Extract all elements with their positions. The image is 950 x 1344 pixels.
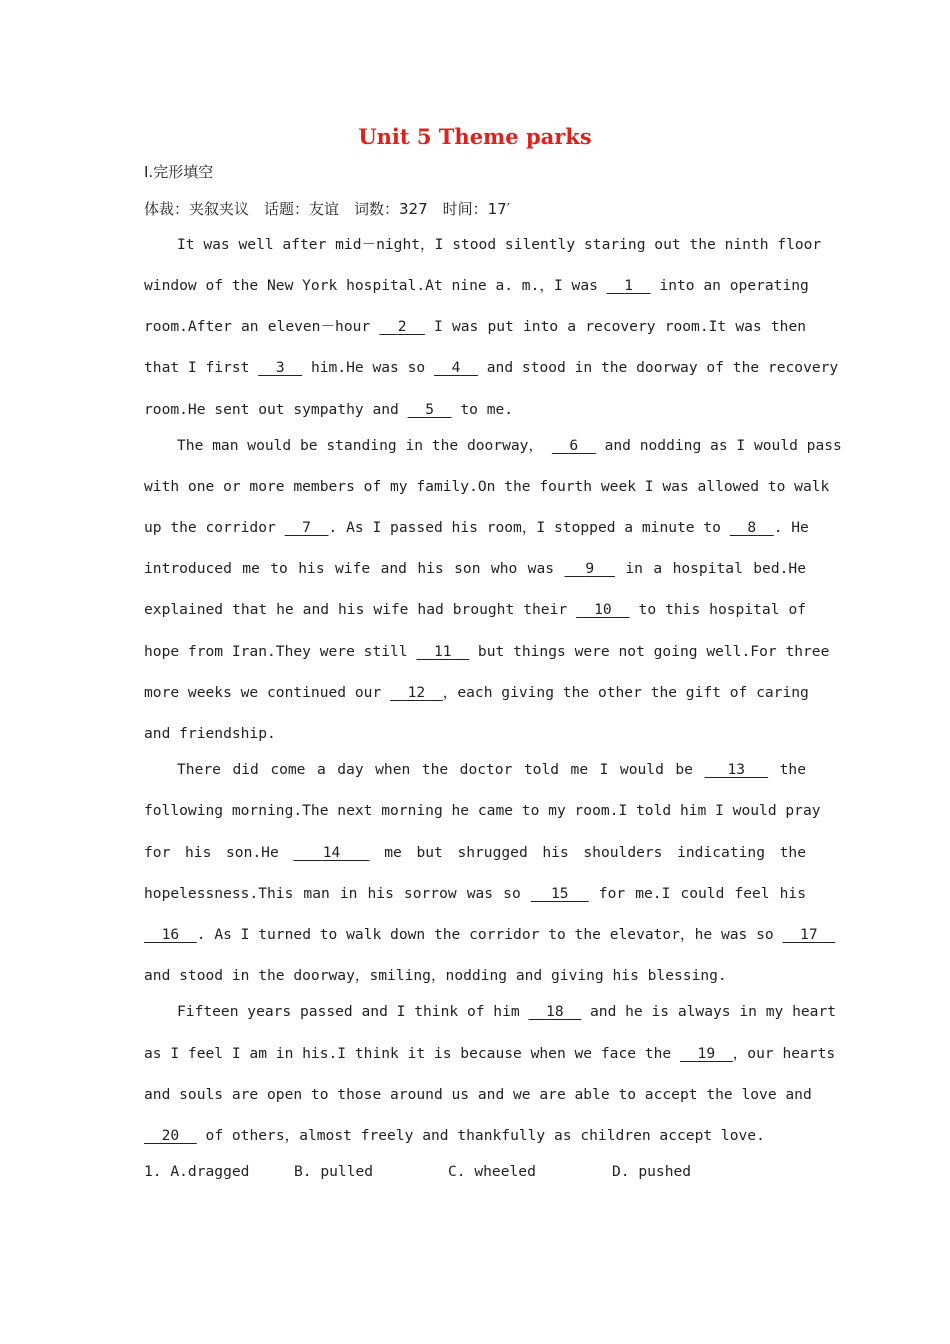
passage-line: [144, 559, 806, 579]
question-1-option-d: D. pushed: [612, 1163, 692, 1180]
text-fragment: and he is always in my heart: [590, 1003, 837, 1020]
passage-line: [177, 436, 842, 456]
blank-2: [379, 318, 424, 335]
text-fragment: . As I passed his room，I stopped a minute to: [328, 519, 721, 536]
text-fragment: in a hospital bed.He: [625, 560, 806, 577]
text-fragment: for his son.He: [144, 844, 279, 861]
text-fragment: to me.: [460, 401, 514, 418]
text-fragment: for me.I could feel his: [598, 885, 807, 902]
blank-number: 10: [594, 601, 612, 618]
text-fragment: into an operating: [659, 277, 809, 294]
question-1-option-b: B. pulled: [294, 1163, 374, 1180]
passage-line: [144, 1126, 806, 1146]
text-fragment: The man would be standing in the doorway，: [177, 437, 544, 454]
blank-3: [258, 359, 302, 376]
blank-15: [531, 885, 589, 902]
text-fragment: As I turned to walk down the corridor to the elevator，he was so: [214, 926, 774, 943]
passage-line: with one or more members of my family.On the fourth week I was allowed to walk: [144, 478, 830, 495]
blank-number: 6: [569, 437, 579, 454]
blank-17: [782, 926, 835, 943]
text-fragment: explained that he and his wife had brought their: [144, 601, 568, 618]
text-fragment: ，each giving the other the gift of caring: [442, 684, 809, 701]
text-fragment: . He: [773, 519, 809, 536]
blank-9: [564, 560, 614, 577]
passage-line: [144, 400, 806, 420]
blank-number: 8: [747, 519, 757, 536]
blank-number: 2: [397, 318, 407, 335]
blank-6: [552, 437, 596, 454]
passage-line: [144, 1044, 836, 1064]
blank-7: [285, 519, 329, 536]
question-1-option-a: 1. A.dragged: [144, 1163, 250, 1180]
text-fragment: introduced me to his wife and his son who was: [144, 560, 555, 577]
blank-number: 17: [800, 926, 818, 943]
text-fragment: the: [779, 761, 806, 778]
blank-5: [408, 401, 452, 418]
blank-14: [293, 844, 369, 861]
text-fragment: and nodding as I would pass: [604, 437, 842, 454]
passage-line: [144, 317, 806, 337]
page-title: Unit 5 Theme parks: [358, 124, 592, 149]
blank-4: [434, 359, 478, 376]
passage-line: [144, 600, 806, 620]
text-fragment: of others，almost freely and thankfully as children accept love.: [205, 1127, 765, 1144]
blank-number: 7: [302, 519, 311, 536]
blank-number: 11: [433, 643, 452, 660]
blank-8: [730, 519, 774, 536]
blank-number: 20: [161, 1127, 180, 1144]
passage-line: [144, 843, 806, 863]
text-fragment: but things were not going well.For three: [477, 643, 830, 660]
text-fragment: more weeks we continued our: [144, 684, 382, 701]
blank-number: 14: [322, 844, 341, 861]
passage-line: [144, 884, 806, 904]
blank-11: [416, 643, 469, 660]
text-fragment: that I first: [144, 359, 250, 376]
text-fragment: hope from Iran.They were still: [144, 643, 408, 660]
blank-10: [576, 601, 629, 618]
passage-line: It was well after mid－night，I stood silently staring out the ninth floor: [177, 236, 822, 253]
blank-18: [528, 1003, 581, 1020]
passage-line: [177, 760, 806, 780]
blank-1: [607, 277, 651, 294]
text-fragment: room.He sent out sympathy and: [144, 401, 399, 418]
blank-12: [390, 684, 443, 701]
blank-number: 13: [727, 761, 746, 778]
text-fragment: him.He was so: [310, 359, 426, 376]
text-fragment: up the corridor: [144, 519, 276, 536]
blank-16: [144, 926, 197, 943]
text-fragment: There did come a day when the doctor told me I would be: [177, 761, 693, 778]
blank-13: [704, 761, 768, 778]
passage-line: and souls are open to those around us and we are able to accept the love and: [144, 1086, 812, 1103]
passage-line: [144, 276, 809, 296]
passage-line: [144, 358, 839, 378]
blank-number: 5: [425, 401, 434, 418]
blank-number: 9: [585, 560, 595, 577]
passage-line: [144, 642, 830, 662]
text-fragment: ，our hearts: [732, 1045, 836, 1062]
text-fragment: I was put into a recovery room.It was then: [434, 318, 807, 335]
passage-line: following morning.The next morning he came to my room.I told him I would pray: [144, 802, 821, 819]
text-fragment: hopelessness.This man in his sorrow was so: [144, 885, 521, 902]
text-fragment: and stood in the doorway of the recovery: [486, 359, 839, 376]
blank-number: 4: [451, 359, 461, 376]
blank-number: 18: [546, 1003, 564, 1020]
blank-19: [680, 1045, 733, 1062]
passage-line: [144, 925, 818, 945]
section-heading: Ⅰ.完形填空: [144, 163, 214, 181]
text-fragment: room.After an eleven－hour: [144, 318, 371, 335]
question-1-option-c: C. wheeled: [448, 1163, 536, 1180]
passage-line: and friendship.: [144, 725, 276, 742]
text-fragment: to this hospital of: [638, 601, 807, 618]
passage-line: [177, 1002, 837, 1022]
passage-meta: 体裁：夹叙夹议 话题：友谊 词数：327 时间：17′: [144, 200, 511, 218]
passage-line: and stood in the doorway，smiling，nodding and giving his blessing.: [144, 967, 727, 984]
text-fragment: .: [196, 926, 206, 943]
blank-20: [144, 1127, 197, 1144]
text-fragment: me but shrugged his shoulders indicating the: [384, 844, 806, 861]
passage-line: [144, 683, 809, 703]
blank-number: 16: [161, 926, 180, 943]
blank-number: 12: [407, 684, 426, 701]
blank-number: 1: [624, 277, 634, 294]
text-fragment: window of the New York hospital.At nine a. m.，I was: [144, 277, 598, 294]
blank-number: 19: [697, 1045, 716, 1062]
passage-line: [144, 518, 809, 538]
text-fragment: as I feel I am in his.I think it is because when we face the: [144, 1045, 672, 1062]
blank-number: 15: [550, 885, 569, 902]
text-fragment: Fifteen years passed and I think of him: [177, 1003, 520, 1020]
blank-number: 3: [275, 359, 285, 376]
